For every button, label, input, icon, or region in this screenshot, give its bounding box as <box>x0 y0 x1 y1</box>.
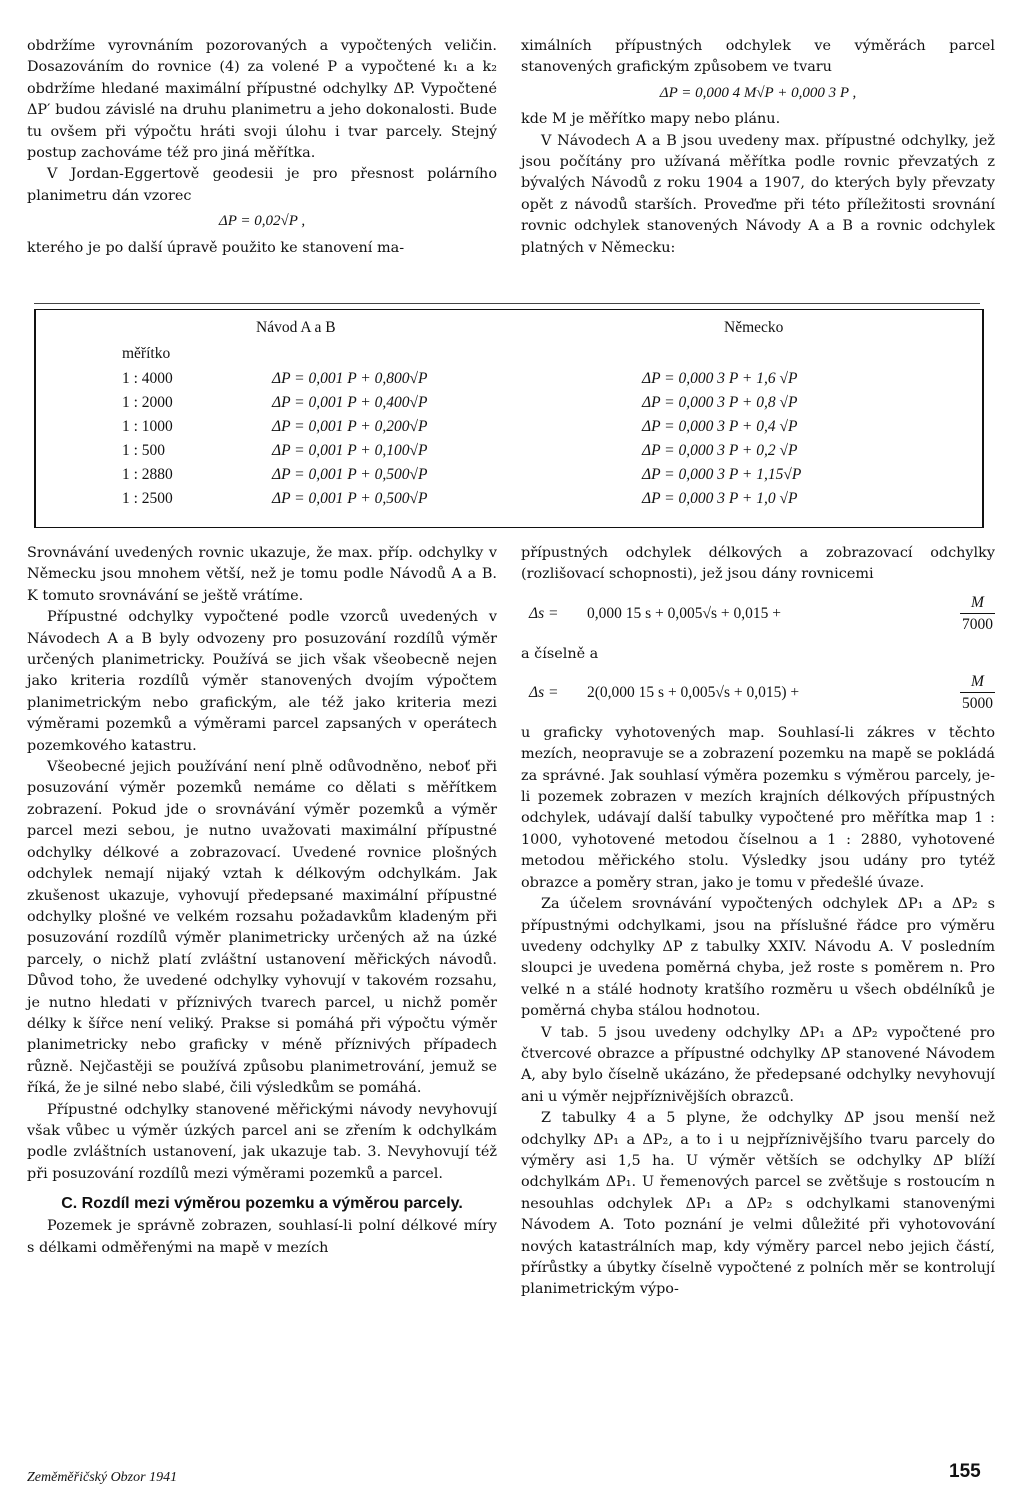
table-cell-nemecko: ΔP = 0,000 3 P + 0,2 √P <box>642 442 798 459</box>
table-cell-scale: 1 : 2500 <box>122 490 173 507</box>
table-cell-scale: 1 : 1000 <box>122 418 173 435</box>
table-cell-navod: ΔP = 0,001 P + 0,500√P <box>272 490 428 507</box>
paragraph: Všeobecné jejich používání není plně odůvodněno, neboť při posuzování výměr pozemků nemáme co dělati s měřítkem zobrazení. Pokud jde o srovnávání výměr pozemků a výměr parcel mezi sebou, je nutno uvažovati maximální přípustné odchylky délkové a zobrazovací. Uvedené rovnice plošných odchylek nemají nijaký vztah k délkovým odchylkám. Jak zkušenost ukazuje, vyhovují předepsané maximální přípustné odchylky plošné ve velkém rozsahu požadavkům kladeným při posuzování rozdílů výměr planimetricky určených až na úzké parcely, o nichž platí zvláštní ustanovení měřických návodů. Důvod toho, že uvedené odchylky vyhovují v takovém rozsahu, je nutno hledati v příznivých tvarech parcel, u nichž poměr délky k šířce není veliký. Prakse si pomáhá při výpočtu výměr planimetricky nebo graficky v méně příznivých případech různě. Nejčastěji se používá způsobu planimetrování, jemuž se říká, že je silné nebo slabé, čili výsledkům se pomáhá. <box>27 759 497 1097</box>
table-cell-scale: 1 : 500 <box>122 442 166 459</box>
table-cell-navod: ΔP = 0,001 P + 0,400√P <box>272 394 428 411</box>
fraction-denominator: 7000 <box>960 613 995 635</box>
table-cell-navod: ΔP = 0,001 P + 0,200√P <box>272 418 428 435</box>
table-cell-nemecko: ΔP = 0,000 3 P + 1,6 √P <box>642 370 798 387</box>
journal-name: Zeměměřičský Obzor 1941 <box>27 1470 178 1485</box>
paragraph: Pozemek je správně zobrazen, souhlasí-li polní délkové míry s délkami odměřenými na mapě v mezích <box>27 1218 497 1256</box>
equation-lhs: Δs = <box>529 605 559 623</box>
left-column-bottom <box>27 543 497 1259</box>
table-cell-navod: ΔP = 0,001 P + 0,500√P <box>272 466 428 483</box>
table-cell-scale: 1 : 2880 <box>122 466 173 483</box>
equation-length-deviation <box>521 592 995 636</box>
table-row <box>36 466 982 490</box>
paragraph: Přípustné odchylky vypočtené podle vzorců uvedených v Návodech A a B byly odvozeny pro posuzování rozdílů výměr určených planimetricky. Používá se jich však všeobecně nejen jako kriteria rozdílů výměr stanovených dvojím výpočtem planimetrickým nebo grafickým, ale též jako kriteria mezi výměrami pozemků a výměrami parcel zapsaných v operátech pozemkového katastru. <box>27 609 497 754</box>
fraction-numerator: M <box>971 673 984 691</box>
equation-length-deviation-graphic <box>521 671 995 715</box>
paragraph: přípustných odchylek délkových a zobrazovací odchylky (rozlišovací schopnosti), jež jsou dány rovnicemi <box>521 545 995 583</box>
left-column-top <box>27 36 497 259</box>
table-cell-nemecko: ΔP = 0,000 3 P + 1,0 √P <box>642 490 798 507</box>
fraction-denominator: 5000 <box>960 692 995 714</box>
paragraph: Přípustné odchylky stanovené měřickými návody nevyhovují však vůbec u výměr úzkých parcel ani se zřením k odchylkám podle zvláštních ustanovení, jak ukazuje tab. 3. Nevyhovují též při posuzování rozdílů mezi výměrami pozemků a parcel. <box>27 1101 497 1182</box>
table-cell-scale: 1 : 4000 <box>122 370 173 387</box>
equation-rhs: 2(0,000 15 s + 0,005√s + 0,015) + <box>587 684 800 702</box>
table-cell-nemecko: ΔP = 0,000 3 P + 0,8 √P <box>642 394 798 411</box>
table-row <box>36 490 982 514</box>
paragraph: Srovnávání uvedených rovnic ukazuje, že max. příp. odchylky v Německu jsou mnohem větší, než je tomu podle Návodů A a B. K tomuto srovnávání se ještě vrátíme. <box>27 545 497 604</box>
right-column-top <box>521 36 995 259</box>
page-number: 155 <box>949 1461 981 1482</box>
table-cell-nemecko: ΔP = 0,000 3 P + 0,4 √P <box>642 418 798 435</box>
comparison-table <box>34 309 984 528</box>
table-cell-scale: 1 : 2000 <box>122 394 173 411</box>
right-column-bottom <box>521 543 995 1301</box>
fraction-numerator: M <box>971 593 984 611</box>
table-row <box>36 370 982 394</box>
paragraph: kde M je měřítko mapy nebo plánu. <box>521 111 781 128</box>
table-cell-nemecko: ΔP = 0,000 3 P + 1,15√P <box>642 466 802 483</box>
table-header-navod: Návod A a B <box>256 319 336 336</box>
paragraph: kterého je po další úpravě použito ke stanovení ma- <box>27 239 405 256</box>
equation-rhs: 0,000 15 s + 0,005√s + 0,015 + <box>587 605 782 623</box>
paragraph: V Jordan-Eggertově geodesii je pro přesnost polárního planimetru dán vzorec <box>27 166 497 204</box>
paragraph: u graficky vyhotovených map. Souhlasí-li zákres v těchto mezích, neopravuje se a zobrazení pozemku na mapě se pokládá za správné. Jak souhlasí výměra pozemku s výměrou parcely, je-li pozemek zobrazen v mezích krajních délkových přípustných odchylek, udávají další tabulky vypočtené pro měřítka map 1 : 1000, vyhotovené metodou číselnou a 1 : 2880, vyhotovené metodou měřického stolu. Výsledky jsou udány pro tytéž obrazce a poměry stran, jako je tomu v předešlé úvaze. <box>521 724 995 891</box>
equation-lhs: Δs = <box>529 684 559 702</box>
paragraph: obdržíme vyrovnáním pozorovaných a vypočtených veličin. Dosazováním do rovnice (4) za volené P a vypočtené k₁ a k₂ obdržíme hledané maximální přípustné odchylky ΔP. Vypočtené ΔP′ budou závislé na druhu planimetru a jeho dokonalosti. Bude tu ovšem při výpočtu hráti svoji úlohu i tvar parcely. Stejný postup zachováme též pro jiná měřítka. <box>27 38 497 162</box>
table-cell-navod: ΔP = 0,001 P + 0,800√P <box>272 370 428 387</box>
table-scale-label: měřítko <box>122 345 171 362</box>
table-top-rule <box>34 303 980 304</box>
paragraph: Z tabulky 4 a 5 plyne, že odchylky ΔP jsou menší než odchylky ΔP₁ a ΔP₂, a to i u nejpříznivějšího tvaru parcely do výměry asi 1,5 ha. U výměr větších se odchylky ΔP blíží odchylkám ΔP₁. U řemenových parcel se zvětšuje s rostoucím n nesouhlas odchylek ΔP₁ a ΔP₂ s odchylkami stanovenými Návodem A. Toto poznání je velmi důležité při vyhotovování nových katastrálních map, kdy výměry parcel nebo jejich částí, přírůstky a úbytky číselně vypočtené z polních měr se kontrolují planimetrickým výpo- <box>521 1110 995 1298</box>
equation-jordan-eggert: ΔP = 0,02√P , <box>218 213 306 230</box>
equation-fraction <box>960 592 995 636</box>
paragraph: V Návodech A a B jsou uvedeny max. přípustné odchylky, jež jsou počítány pro užívaná měřítka podle rovnic převzatých z bývalých Návodů z roku 1904 a 1907, do kterých byly převzaty opět z návodů starších. Proveďme při této příležitosti srovnání rovnic odchylek stanovených Návody A a B a rovnic odchylek platných v Německu: <box>521 132 995 256</box>
table-row <box>36 442 982 466</box>
paragraph: V tab. 5 jsou uvedeny odchylky ΔP₁ a ΔP₂ vypočtené pro čtvercové obrazce a přípustné odchylky ΔP stanovené Návodem A, aby bylo číselně ukázáno, že předepsané odchylky nevyhovují ani u výměr nejpříznivějších obrazců. <box>521 1024 995 1105</box>
section-heading: C. Rozdíl mezi výměrou pozemku a výměrou parcely. <box>61 1195 463 1213</box>
paragraph: Za účelem srovnávání vypočtených odchylek ΔP₁ a ΔP₂ s přípustnými odchylkami, jsou na příslušné řádce pro výměru uvedeny odchylky ΔP z tabulky XXIV. Návodu A. V posledním sloupci je uvedena poměrná chyba, jež roste s poměrem n. Pro velké n a stálé hodnoty kratšího rozměru u všech obdélníků je poměrná chyba stálou hodnotou. <box>521 896 995 1020</box>
table-row <box>36 418 982 442</box>
table-cell-navod: ΔP = 0,001 P + 0,100√P <box>272 442 428 459</box>
equation-graphic-deviation: ΔP = 0,000 4 M√P + 0,000 3 P , <box>659 84 857 101</box>
table-header-nemecko: Německo <box>724 319 784 336</box>
equation-fraction <box>960 671 995 715</box>
paragraph: a číselně a <box>521 645 599 662</box>
table-row <box>36 394 982 418</box>
paragraph: ximálních přípustných odchylek ve výměrách parcel stanovených grafickým způsobem ve tvaru <box>521 38 995 76</box>
